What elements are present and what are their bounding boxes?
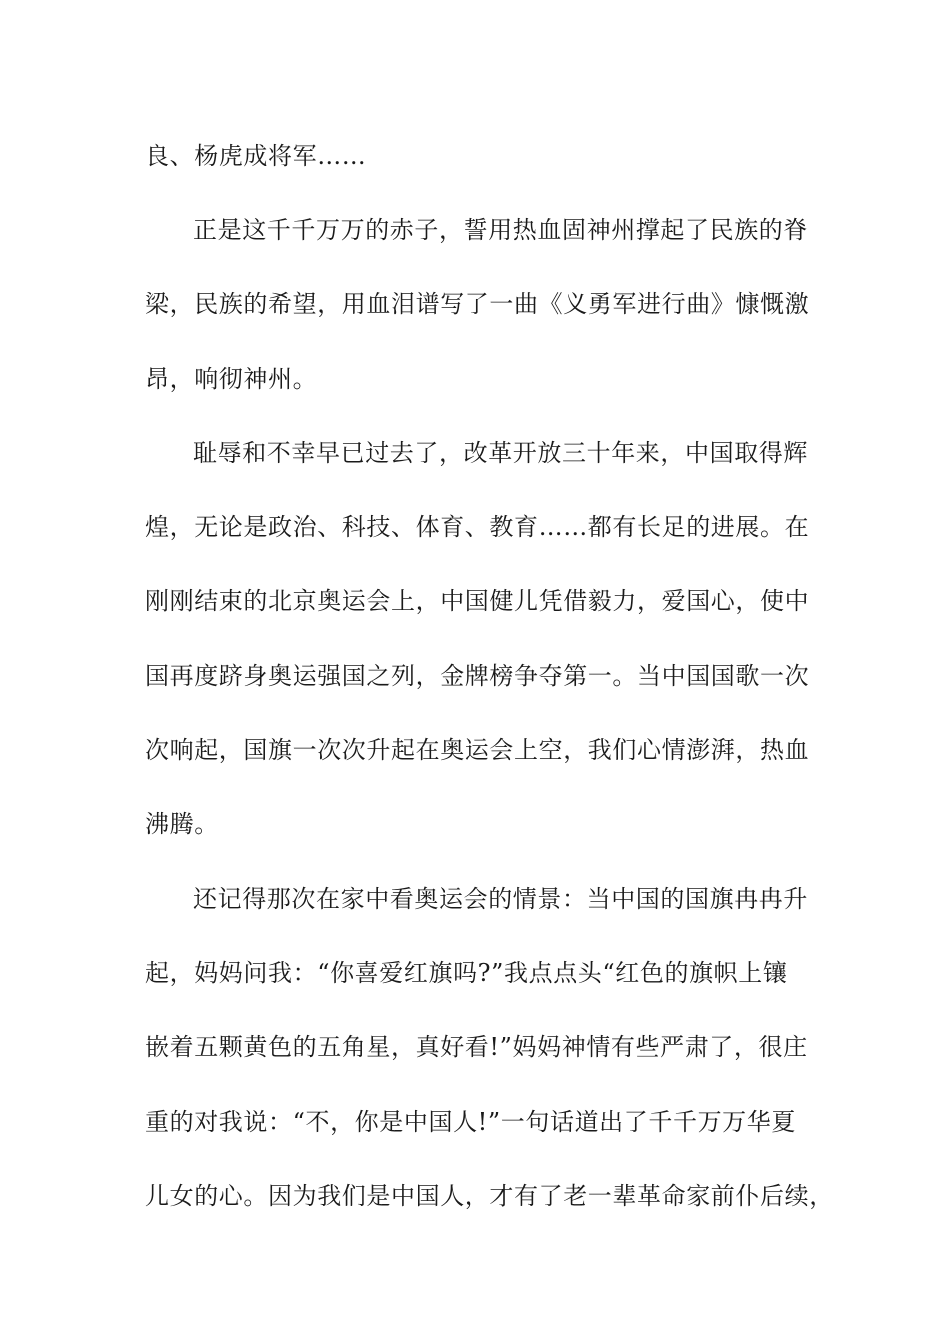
- text-line: 沸腾。: [145, 810, 219, 838]
- text-line: 儿女的心。因为我们是中国人，才有了老一辈革命家前仆后续，: [145, 1182, 834, 1210]
- text-line: 重的对我说：“不，你是中国人!”一句话道出了千千万万华夏: [145, 1108, 796, 1136]
- text-line: 国再度跻身奥运强国之列，金牌榜争夺第一。当中国国歌一次: [145, 662, 810, 690]
- paragraph-first-line: 还记得那次在家中看奥运会的情景：当中国的国旗冉冉升: [193, 885, 808, 913]
- text-line: 嵌着五颗黄色的五角星，真好看!”妈妈神情有些严肃了，很庄: [145, 1033, 808, 1061]
- text-line: 昂，响彻神州。: [145, 365, 318, 393]
- text-line: 梁，民族的希望，用血泪谱写了一曲《义勇军进行曲》慷慨激: [145, 290, 810, 318]
- text-line: 煌，无论是政治、科技、体育、教育……都有长足的进展。在: [145, 513, 810, 541]
- text-line: 起，妈妈问我：“你喜爱红旗吗?”我点点头“红色的旗帜上镶: [145, 959, 788, 987]
- paragraph-first-line: 耻辱和不幸早已过去了，改革开放三十年来，中国取得辉: [193, 439, 808, 467]
- text-line: 良、杨虎成将军……: [145, 142, 367, 170]
- paragraph-first-line: 正是这千千万万的赤子，誓用热血固神州撑起了民族的脊: [193, 216, 808, 244]
- text-line: 次响起，国旗一次次升起在奥运会上空，我们心情澎湃，热血: [145, 736, 810, 764]
- text-line: 刚刚结束的北京奥运会上，中国健儿凭借毅力，爱国心，使中: [145, 587, 810, 615]
